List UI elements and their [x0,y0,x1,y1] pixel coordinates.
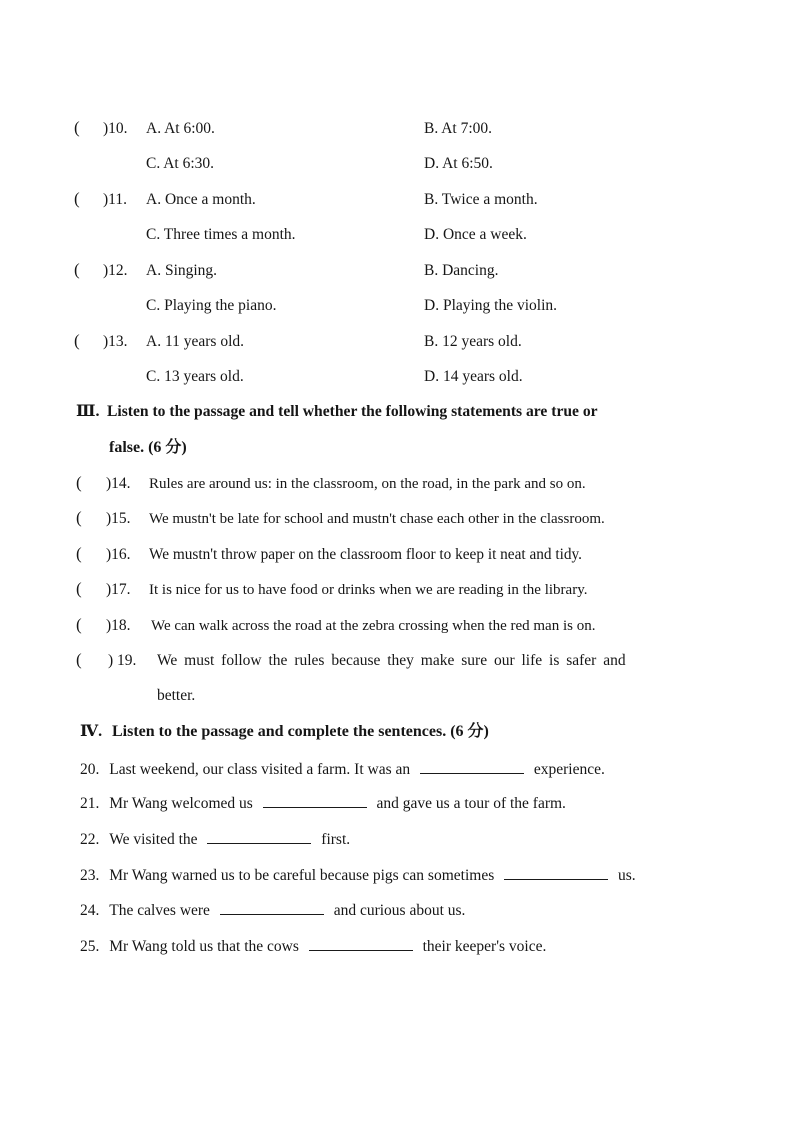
sentence-start: The calves were [109,902,210,919]
question-21 [80,793,566,814]
answer-blank[interactable] [263,793,367,808]
option-a: A. At 6:00. [146,120,215,137]
section-numeral: Ⅲ. [76,403,100,420]
question-23 [80,865,636,886]
option-d: D. Once a week. [424,226,527,243]
answer-paren[interactable]: ( [74,331,80,350]
sentence-start: Mr Wang told us that the cows [109,938,299,955]
answer-paren[interactable]: ( [74,260,80,279]
question-20 [80,759,605,780]
option-b: B. Twice a month. [424,191,538,208]
option-a: A. 11 years old. [146,333,245,350]
question-number: 22. [80,831,100,848]
question-number: ) 19. [108,652,137,669]
question-number: 20. [80,761,100,778]
answer-blank[interactable] [220,900,324,915]
question-24 [80,900,465,921]
answer-paren[interactable]: ( [74,189,80,208]
option-c: C. Three times a month. [146,226,296,243]
answer-blank[interactable] [504,865,608,880]
answer-blank[interactable] [309,936,413,951]
question-number: )12. [103,262,128,279]
question-number: 25. [80,938,100,955]
sentence-start: Last weekend, our class visited a farm. It was an [109,761,411,778]
sentence-start: Mr Wang warned us to be careful because pigs can sometimes [109,867,495,884]
question-number: )14. [106,475,131,492]
statement: Rules are around us: in the classroom, on the road, in the park and so on. [149,476,586,492]
statement: It is nice for us to have food or drinks when we are reading in the library. [149,582,588,598]
section-instruction: Listen to the passage and complete the sentences. (6 分) [112,723,489,740]
statement: We can walk across the road at the zebra crossing when the red man is on. [151,618,596,634]
statement: We must follow the rules because they make sure our life is safer and [157,652,626,669]
sentence-end: and curious about us. [333,902,466,919]
option-b: B. At 7:00. [424,120,493,137]
sentence-start: Mr Wang welcomed us [109,795,253,812]
answer-paren[interactable]: ( [76,579,82,598]
question-number: )11. [103,191,127,208]
option-d: D. Playing the violin. [424,297,558,314]
statement: We mustn't be late for school and mustn't chase each other in the classroom. [149,511,605,527]
sentence-end: first. [321,831,351,848]
answer-paren[interactable]: ( [76,508,82,527]
question-number: 24. [80,902,100,919]
option-a: A. Once a month. [146,191,256,208]
option-c: C. Playing the piano. [146,297,277,314]
section-instruction-cont: false. (6 分) [109,439,187,456]
section-numeral: Ⅳ. [80,723,103,740]
option-d: D. 14 years old. [424,368,523,385]
section-instruction: Listen to the passage and tell whether the following statements are true or [107,403,598,420]
option-c: C. 13 years old. [146,368,244,385]
answer-blank[interactable] [420,759,524,774]
sentence-end: their keeper's voice. [422,938,547,955]
question-25 [80,936,546,957]
option-a: A. Singing. [146,262,218,279]
answer-paren[interactable]: ( [76,615,82,634]
question-number: 21. [80,795,100,812]
option-b: B. 12 years old. [424,333,522,350]
sentence-start: We visited the [109,831,198,848]
question-number: )16. [106,546,131,563]
option-d: D. At 6:50. [424,155,493,172]
answer-paren[interactable]: ( [76,650,82,669]
answer-paren[interactable]: ( [74,118,80,137]
sentence-end: and gave us a tour of the farm. [376,795,566,812]
answer-paren[interactable]: ( [76,473,82,492]
question-number: 23. [80,867,100,884]
answer-paren[interactable]: ( [76,544,82,563]
question-number: )15. [106,510,131,527]
question-number: )10. [103,120,128,137]
sentence-end: us. [617,867,636,884]
sentence-end: experience. [533,761,605,778]
question-number: )17. [106,581,131,598]
option-b: B. Dancing. [424,262,499,279]
option-c: C. At 6:30. [146,155,215,172]
statement-cont: better. [157,687,196,704]
question-number: )13. [103,333,128,350]
statement: We mustn't throw paper on the classroom floor to keep it neat and tidy. [149,546,582,563]
question-number: )18. [106,617,131,634]
question-22 [80,829,350,850]
answer-blank[interactable] [207,829,311,844]
